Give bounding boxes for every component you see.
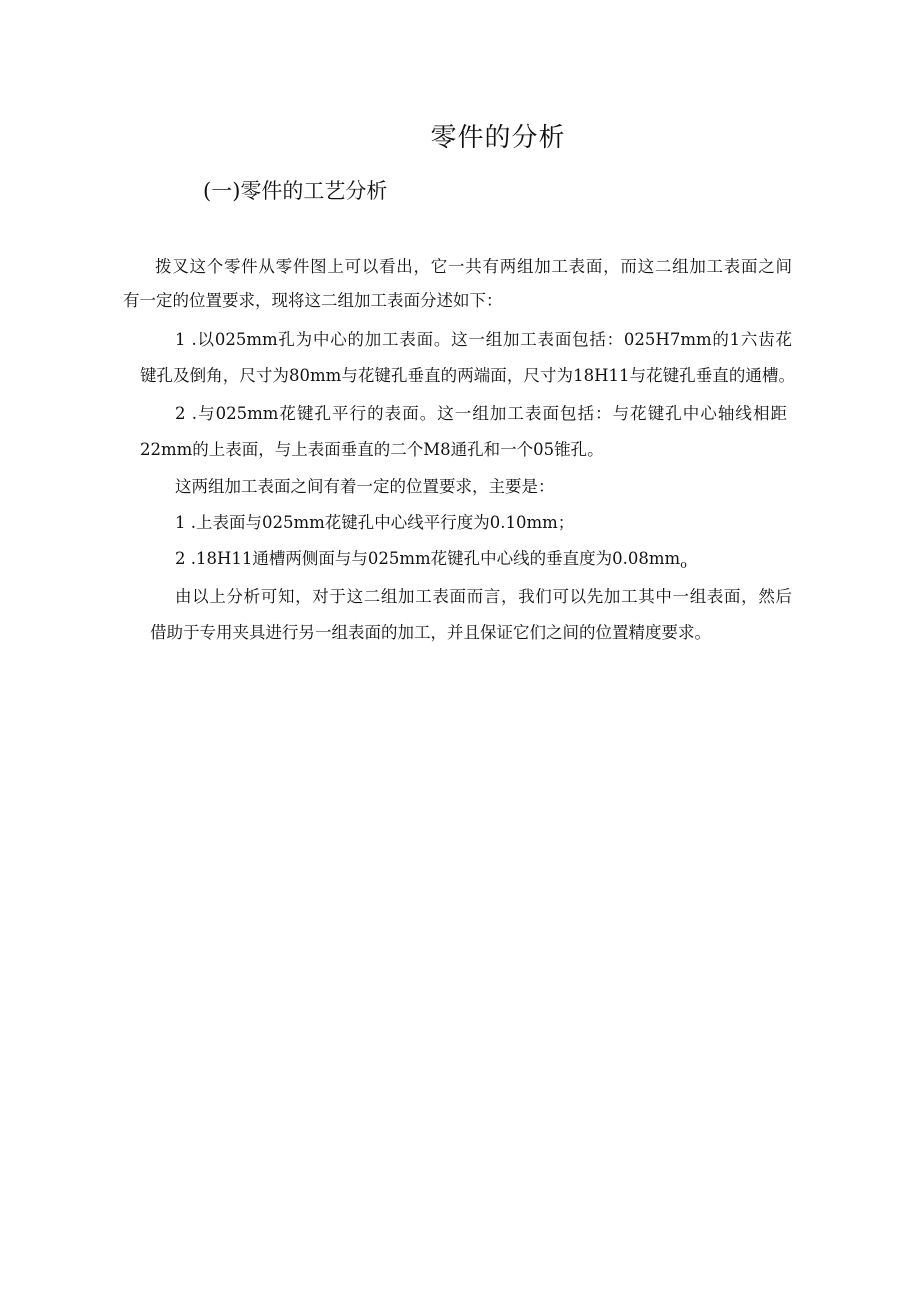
requirement-item-2-subscript: o	[680, 558, 687, 571]
paragraph-intro-requirements: 这两组加工表面之间有着一定的位置要求，主要是：	[175, 477, 555, 496]
list-item-1-line-1: 1 .以025mm孔为中心的加工表面。这一组加工表面包括：025H7mm的1六齿花	[175, 330, 792, 349]
paragraph-line-2: 有一定的位置要求，现将这二组加工表面分述如下：	[123, 291, 503, 310]
list-item-1-line-2: 键孔及倒角，尺寸为80mm与花键孔垂直的两端面，尺寸为18H11与花键孔垂直的通槽。	[140, 366, 795, 385]
requirement-item-2	[175, 547, 687, 577]
paragraph-line-1: 拨叉这个零件从零件图上可以看出，它一共有两组加工表面，而这二组加工表面之间	[155, 257, 792, 276]
section-heading: (一)零件的工艺分析	[203, 179, 388, 203]
document-title: 零件的分析	[430, 123, 566, 153]
conclusion-line-2: 借助于专用夹具进行另一组表面的加工，并且保证它们之间的位置精度要求。	[150, 623, 711, 642]
list-item-2-line-2: 22mm的上表面，与上表面垂直的二个M8通孔和一个05锥孔。	[140, 440, 604, 459]
requirement-item-2-text: 2 .18H11通槽两侧面与与025mm花键孔中心线的垂直度为0.08mm	[175, 549, 681, 568]
requirement-item-1: 1 .上表面与025mm花键孔中心线平行度为0.10mm；	[175, 513, 575, 532]
conclusion-line-1: 由以上分析可知，对于这二组加工表面而言，我们可以先加工其中一组表面，然后	[175, 587, 792, 606]
list-item-2-line-1: 2 .与025mm花键孔平行的表面。这一组加工表面包括：与花键孔中心轴线相距	[175, 404, 787, 423]
